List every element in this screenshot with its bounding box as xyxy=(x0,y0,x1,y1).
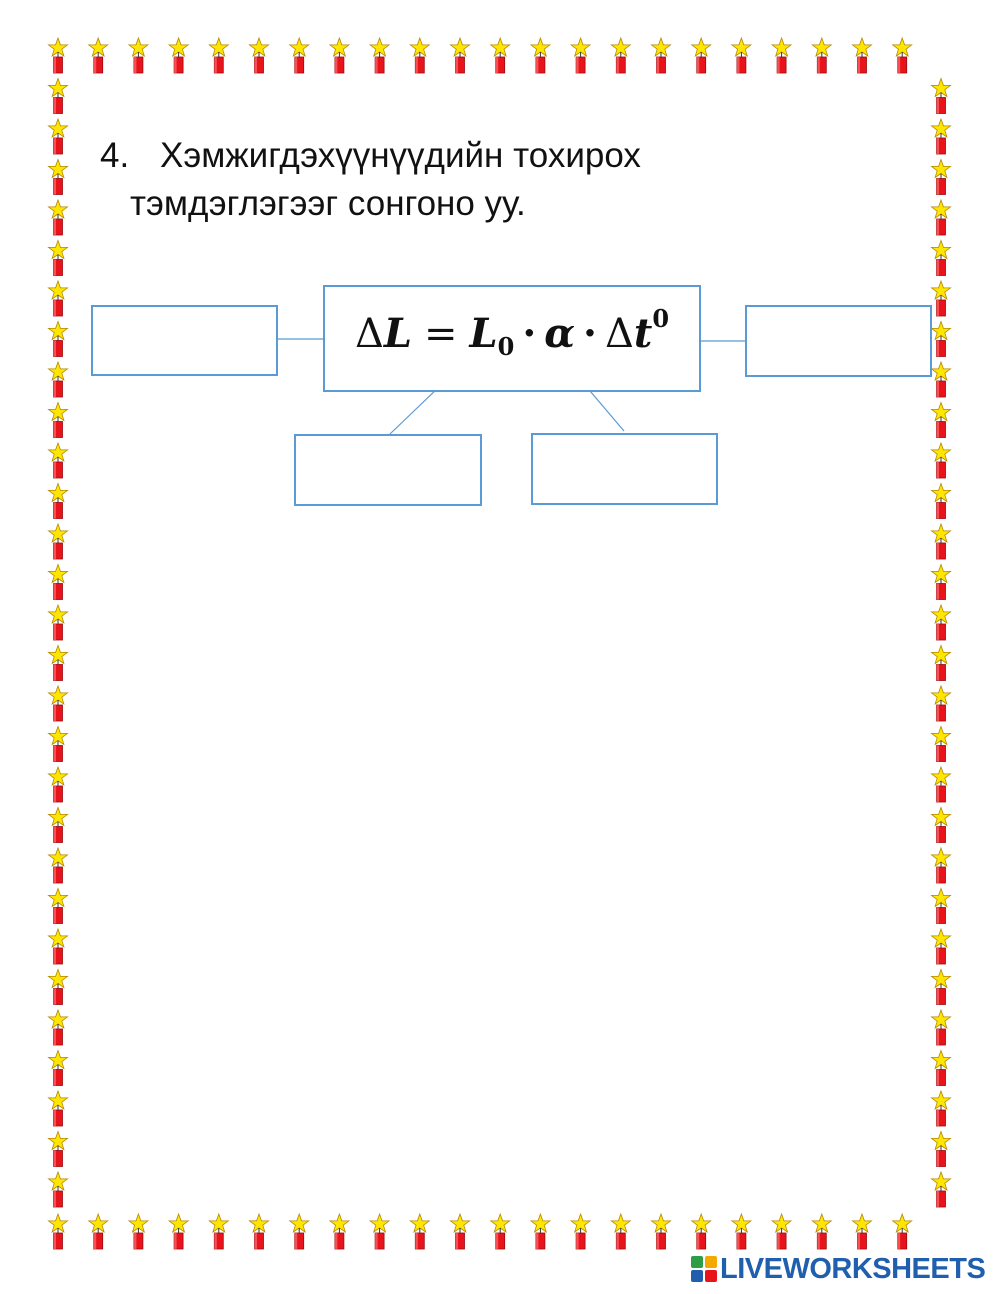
firecracker-icon xyxy=(49,1051,68,1086)
firecracker-icon xyxy=(290,38,309,73)
answer-box-right[interactable] xyxy=(745,305,932,377)
liveworksheets-logo xyxy=(690,1252,985,1286)
firecracker-icon xyxy=(491,1214,510,1249)
formula-equals: = xyxy=(423,311,458,357)
answer-box-bottom-left[interactable] xyxy=(294,434,482,506)
formula xyxy=(355,304,669,361)
firecracker-icon xyxy=(330,38,349,73)
firecracker-icon xyxy=(49,970,68,1005)
formula-L0-subscript: 0 xyxy=(497,332,515,361)
formula-alpha: α xyxy=(544,310,576,357)
firecracker-icon xyxy=(290,1214,309,1249)
firecracker-icon xyxy=(932,160,951,195)
firecracker-icon xyxy=(932,808,951,843)
firecracker-icon xyxy=(812,1214,831,1249)
firecracker-icon xyxy=(772,1214,791,1249)
firecracker-icon xyxy=(932,79,951,114)
firecracker-icon xyxy=(932,524,951,559)
firecracker-icon xyxy=(49,929,68,964)
firecracker-icon xyxy=(932,767,951,802)
firecracker-icon xyxy=(370,38,389,73)
firecracker-icon xyxy=(89,38,108,73)
firecracker-icon xyxy=(89,1214,108,1249)
firecracker-icon xyxy=(209,38,228,73)
question-line-1-text: Хэмжигдэхүүнүүдийн тохирох xyxy=(160,136,641,175)
firecracker-icon xyxy=(169,38,188,73)
firecracker-icon xyxy=(49,524,68,559)
firecracker-icon xyxy=(49,362,68,397)
firecracker-icon xyxy=(49,1172,68,1207)
firecracker-icon xyxy=(732,1214,751,1249)
firecracker-icon xyxy=(932,484,951,519)
firecracker-icon xyxy=(330,1214,349,1249)
firecracker-icon xyxy=(49,1091,68,1126)
firecracker-icon xyxy=(49,484,68,519)
firecracker-icon xyxy=(932,443,951,478)
firecracker-icon xyxy=(611,1214,630,1249)
firecracker-icon xyxy=(491,38,510,73)
firecracker-icon xyxy=(531,38,550,73)
firecracker-icon xyxy=(49,403,68,438)
firecracker-icon xyxy=(893,38,912,73)
firecracker-icon xyxy=(932,646,951,681)
formula-t: t xyxy=(633,310,653,357)
formula-L0-base: L xyxy=(469,310,498,357)
firecracker-icon xyxy=(932,281,951,316)
firecracker-icon xyxy=(49,79,68,114)
firecracker-icon xyxy=(932,727,951,762)
question-number: 4. xyxy=(100,136,130,175)
firecracker-icon xyxy=(209,1214,228,1249)
firecracker-icon xyxy=(932,403,951,438)
formula-delta-2: Δ xyxy=(604,311,634,357)
firecracker-icon xyxy=(451,38,470,73)
firecracker-icon xyxy=(49,443,68,478)
firecracker-icon xyxy=(571,38,590,73)
firecracker-icon xyxy=(49,646,68,681)
firecracker-icon xyxy=(932,1010,951,1045)
liveworksheets-logo-icon xyxy=(690,1255,718,1283)
answer-box-left[interactable] xyxy=(91,305,278,376)
firecracker-icon xyxy=(250,1214,269,1249)
firecracker-icon xyxy=(932,322,951,357)
liveworksheets-logo-text: LIVEWORKSHEETS xyxy=(720,1252,986,1285)
firecracker-icon xyxy=(652,38,671,73)
question-line-1 xyxy=(100,132,880,180)
firecracker-icon xyxy=(932,200,951,235)
firecracker-icon xyxy=(129,38,148,73)
firecracker-icon xyxy=(932,970,951,1005)
firecracker-icon xyxy=(853,38,872,73)
firecracker-icon xyxy=(932,1172,951,1207)
firecracker-icon xyxy=(49,848,68,883)
firecracker-icon xyxy=(49,160,68,195)
firecracker-icon xyxy=(410,38,429,73)
firecracker-icon xyxy=(49,200,68,235)
question-text xyxy=(100,132,880,228)
firecracker-icon xyxy=(932,1132,951,1167)
firecracker-icon xyxy=(932,362,951,397)
firecracker-icon xyxy=(169,1214,188,1249)
firecracker-icon xyxy=(49,322,68,357)
firecracker-icon xyxy=(531,1214,550,1249)
firecracker-icon xyxy=(932,1051,951,1086)
firecracker-icon xyxy=(49,727,68,762)
firecracker-icon xyxy=(571,1214,590,1249)
firecracker-icon xyxy=(932,565,951,600)
firecracker-icon xyxy=(932,119,951,154)
firecracker-icon xyxy=(932,241,951,276)
firecracker-icon xyxy=(49,889,68,924)
firecracker-icon xyxy=(370,1214,389,1249)
firecracker-icon xyxy=(129,1214,148,1249)
firecracker-icon xyxy=(49,281,68,316)
firecracker-icon xyxy=(692,38,711,73)
firecracker-icon xyxy=(49,767,68,802)
answer-box-bottom-right[interactable] xyxy=(531,433,718,505)
firecracker-icon xyxy=(932,889,951,924)
firecracker-icon xyxy=(49,1010,68,1045)
firecracker-icon xyxy=(772,38,791,73)
firecracker-icon xyxy=(410,1214,429,1249)
firecracker-icon xyxy=(49,686,68,721)
firecracker-icon xyxy=(49,565,68,600)
firecracker-icon xyxy=(932,605,951,640)
firecracker-icon xyxy=(732,38,751,73)
firecracker-icon xyxy=(692,1214,711,1249)
firecracker-icon xyxy=(812,38,831,73)
firecracker-icon xyxy=(932,848,951,883)
firecracker-icon xyxy=(49,1214,68,1249)
firecracker-icon xyxy=(49,38,68,73)
firecracker-icon xyxy=(451,1214,470,1249)
firecracker-icon xyxy=(652,1214,671,1249)
formula-delta-1: Δ xyxy=(354,311,384,357)
formula-t-superscript: 0 xyxy=(652,304,670,333)
firecracker-icon xyxy=(853,1214,872,1249)
firecracker-icon xyxy=(49,605,68,640)
firecracker-icon xyxy=(932,929,951,964)
firecracker-icon xyxy=(893,1214,912,1249)
firecracker-icon xyxy=(49,119,68,154)
formula-dot-2: · xyxy=(583,310,597,357)
formula-box xyxy=(323,285,701,392)
firecracker-icon xyxy=(250,38,269,73)
firecracker-icon xyxy=(49,1132,68,1167)
firecracker-icon xyxy=(49,241,68,276)
firecracker-icon xyxy=(932,1091,951,1126)
firecracker-icon xyxy=(611,38,630,73)
firecracker-icon xyxy=(932,686,951,721)
formula-dot-1: · xyxy=(522,310,537,357)
firecracker-icon xyxy=(49,808,68,843)
question-line-2: тэмдэглэгээг сонгоно уу. xyxy=(130,184,526,223)
formula-L: L xyxy=(383,310,412,357)
